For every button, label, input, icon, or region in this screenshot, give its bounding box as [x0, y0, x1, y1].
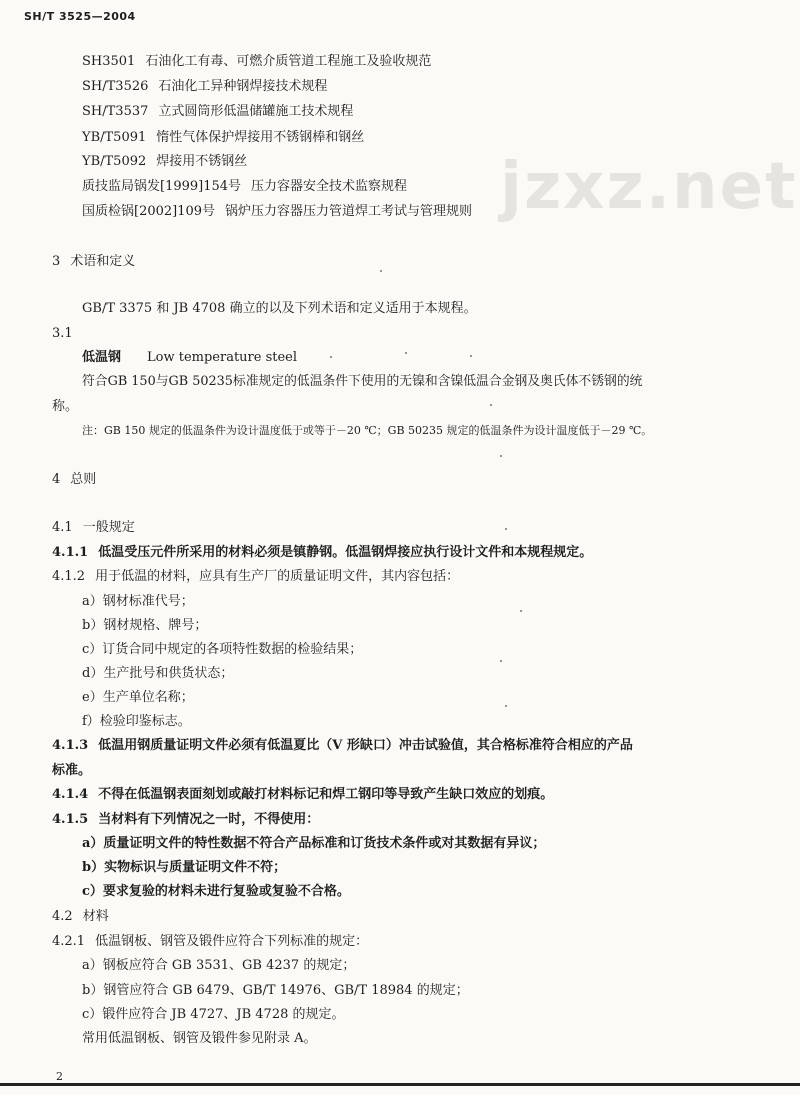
scan-speck	[405, 352, 407, 354]
reference-item: SH/T3526 石油化工异种钢焊接技术规程	[82, 79, 328, 94]
clause-4-1-1: 4.1.1 低温受压元件所采用的材料必须是镇静钢。低温钢焊接应执行设计文件和本规程规定。	[52, 545, 593, 560]
document-code-header: SH/T 3525—2004	[24, 10, 136, 23]
scan-speck	[500, 455, 502, 457]
scan-speck	[505, 528, 507, 530]
reference-item: YB/T5091 惰性气体保护焊接用不锈钢棒和钢丝	[82, 130, 365, 145]
list-item: e）生产单位名称；	[82, 690, 194, 705]
list-item: f）检验印鉴标志。	[82, 714, 191, 729]
scan-speck	[505, 705, 507, 707]
clause-4-1-3: 4.1.3 低温用钢质量证明文件必须有低温夏比（V 形缺口）冲击试验值，其合格标准符合相应的产品	[52, 738, 633, 753]
footer-rule	[0, 1083, 800, 1086]
reference-item: SH3501 石油化工有毒、可燃介质管道工程施工及验收规范	[82, 54, 432, 69]
clause-4-2-1: 4.2.1 低温钢板、钢管及锻件应符合下列标准的规定：	[52, 934, 369, 949]
list-item: a）质量证明文件的特性数据不符合产品标准和订货技术条件或对其数据有异议；	[82, 836, 546, 851]
clause-4-1-4: 4.1.4 不得在低温钢表面刻划或敲打材料标记和焊工钢印等导致产生缺口效应的划痕。	[52, 787, 554, 802]
clause-3-1-number: 3.1	[52, 326, 73, 341]
scan-speck	[470, 355, 472, 357]
page-number: 2	[56, 1070, 63, 1083]
reference-item: 国质检锅[2002]109号 锅炉压力容器压力管道焊工考试与管理规则	[82, 204, 473, 219]
scan-speck	[330, 356, 332, 358]
list-item: d）生产批号和供货状态；	[82, 666, 234, 681]
watermark: jzxz.net	[500, 150, 798, 224]
reference-item: SH/T3537 立式圆筒形低温储罐施工技术规程	[82, 104, 354, 119]
clause-4-1-2: 4.1.2 用于低温的材料，应具有生产厂的质量证明文件，其内容包括：	[52, 569, 460, 584]
clause-4-2-1-tail: 常用低温钢板、钢管及锻件参见附录 A。	[82, 1031, 317, 1046]
clause-4-1-5: 4.1.5 当材料有下列情况之一时，不得使用：	[52, 812, 320, 827]
clause-4-1-3-continued: 标准。	[52, 763, 92, 778]
scan-speck	[500, 660, 502, 662]
term-note: 注：GB 150 规定的低温条件为设计温度低于或等于－20 ℃；GB 50235 规定的低温条件为设计温度低于－29 ℃。	[82, 424, 653, 437]
list-item: c）要求复验的材料未进行复验或复验不合格。	[82, 884, 350, 899]
list-item: a）钢板应符合 GB 3531、GB 4237 的规定；	[82, 958, 356, 973]
reference-item: YB/T5092 焊接用不锈钢丝	[82, 154, 248, 169]
term-definition-line: 称。	[52, 399, 79, 414]
clause-4-1-heading: 4.1 一般规定	[52, 520, 135, 535]
section-4-heading: 4 总则	[52, 472, 97, 487]
reference-item: 质技监局锅发[1999]154号 压力容器安全技术监察规程	[82, 179, 408, 194]
scan-speck	[490, 404, 492, 406]
list-item: b）钢材规格、牌号；	[82, 618, 208, 633]
term-heading: 低温钢 Low temperature steel	[82, 350, 298, 365]
list-item: c）锻件应符合 JB 4727、JB 4728 的规定。	[82, 1007, 345, 1022]
section-3-heading: 3 术语和定义	[52, 254, 136, 269]
section-3-intro: GB/T 3375 和 JB 4708 确立的以及下列术语和定义适用于本规程。	[82, 301, 477, 316]
scan-speck	[520, 610, 522, 612]
term-definition-line: 符合GB 150与GB 50235标准规定的低温条件下使用的无镍和含镍低温合金钢及奥氏体不锈钢的统	[82, 374, 643, 389]
list-item: a）钢材标准代号；	[82, 594, 194, 609]
list-item: c）订货合同中规定的各项特性数据的检验结果；	[82, 642, 363, 657]
clause-4-2-heading: 4.2 材料	[52, 909, 109, 924]
list-item: b）钢管应符合 GB 6479、GB/T 14976、GB/T 18984 的规定；	[82, 983, 469, 998]
list-item: b）实物标识与质量证明文件不符；	[82, 860, 287, 875]
scan-speck	[380, 270, 382, 272]
